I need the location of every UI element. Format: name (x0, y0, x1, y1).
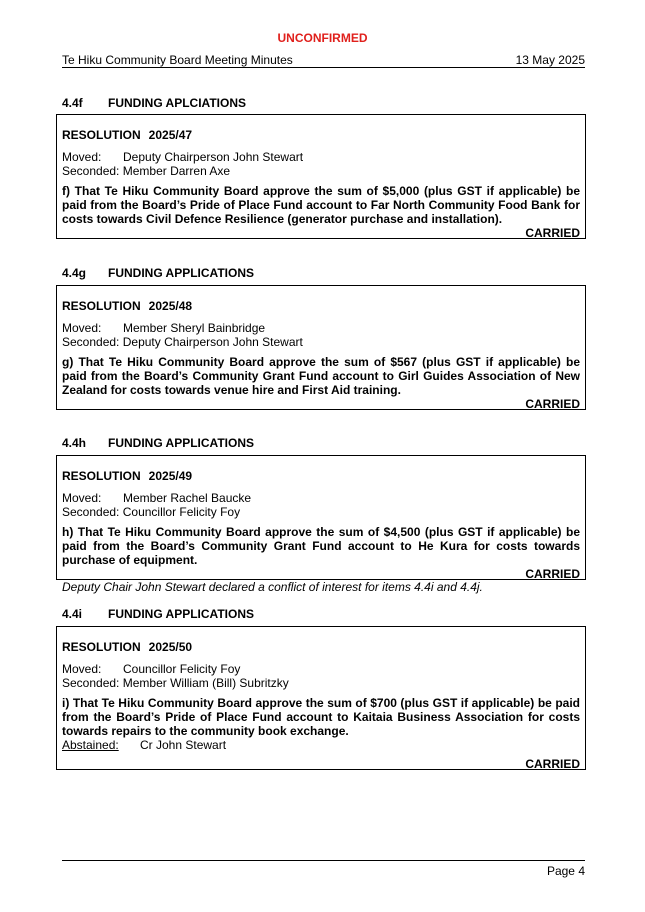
moved-by: Moved: Member Sheryl Bainbridge (62, 321, 266, 335)
section-heading (62, 266, 254, 280)
page-header (62, 53, 585, 68)
seconded-by: Seconded: Member Darren Axe (62, 164, 231, 178)
section-number: 4.4f (62, 96, 83, 110)
resolution-box (56, 285, 586, 410)
page-number: Page 4 (546, 864, 585, 878)
seconded-by: Seconded: Member William (Bill) Subritzky (62, 676, 289, 690)
resolution-title: RESOLUTION 2025/50 (62, 640, 193, 654)
resolution-text: g) That Te Hiku Community Board approve the sum of $567 (plus GST if applicable) be paid from the Board’s Community Grant Fund account to Girl Guides Association of New Zealand for costs towards venue hire and First Aid training. (62, 355, 580, 397)
status-label: UNCONFIRMED (277, 31, 368, 45)
resolution-outcome: CARRIED (525, 757, 580, 771)
section-title: FUNDING APLCIATIONS (108, 96, 246, 110)
resolution-text: i) That Te Hiku Community Board approve the sum of $700 (plus GST if applicable) be paid from the Board’s Pride of Place Fund account to Kaitaia Business Association for costs towards repairs to the community book exchange. (62, 696, 580, 738)
resolution-text: h) That Te Hiku Community Board approve the sum of $4,500 (plus GST if applicable) be paid from the Board’s Community Grant Fund account to He Kura for costs towards purchase of equipment. (62, 525, 580, 567)
resolution-outcome: CARRIED (525, 397, 580, 411)
document-title: Te Hiku Community Board Meeting Minutes (62, 53, 293, 67)
section-heading (62, 436, 254, 450)
section-heading (62, 607, 254, 621)
resolution-box (56, 114, 586, 239)
seconded-by: Seconded: Deputy Chairperson John Stewart (62, 335, 303, 349)
resolution-text: f) That Te Hiku Community Board approve the sum of $5,000 (plus GST if applicable) be paid from the Board’s Pride of Place Fund account to Far North Community Food Bank for costs towards Civil Defence Resilience (generator purchase and installation). (62, 184, 580, 226)
resolution-box (56, 455, 586, 580)
resolution-title: RESOLUTION 2025/48 (62, 299, 193, 313)
moved-by: Moved: Councillor Felicity Foy (62, 662, 241, 676)
section-number: 4.4h (62, 436, 87, 450)
section-title: FUNDING APPLICATIONS (108, 607, 254, 621)
moved-by: Moved: Member Rachel Baucke (62, 491, 252, 505)
resolution-box (56, 626, 586, 770)
resolution-title: RESOLUTION 2025/47 (62, 128, 193, 142)
conflict-note: Deputy Chair John Stewart declared a conflict of interest for items 4.4i and 4.4j. (62, 580, 483, 594)
section-heading (62, 96, 246, 110)
section-title: FUNDING APPLICATIONS (108, 436, 254, 450)
moved-by: Moved: Deputy Chairperson John Stewart (62, 150, 304, 164)
seconded-by: Seconded: Councillor Felicity Foy (62, 505, 241, 519)
resolution-number: 2025/47 (148, 128, 193, 142)
resolution-number: 2025/48 (148, 299, 193, 313)
resolution-number: 2025/50 (148, 640, 193, 654)
resolution-outcome: CARRIED (525, 226, 580, 240)
footer-divider (62, 860, 585, 861)
meeting-date: 13 May 2025 (515, 53, 585, 67)
abstained: Abstained: Cr John Stewart (62, 738, 227, 752)
resolution-number: 2025/49 (148, 469, 193, 483)
section-title: FUNDING APPLICATIONS (108, 266, 254, 280)
section-number: 4.4g (62, 266, 87, 280)
section-number: 4.4i (62, 607, 83, 621)
resolution-outcome: CARRIED (525, 567, 580, 581)
resolution-title: RESOLUTION 2025/49 (62, 469, 193, 483)
